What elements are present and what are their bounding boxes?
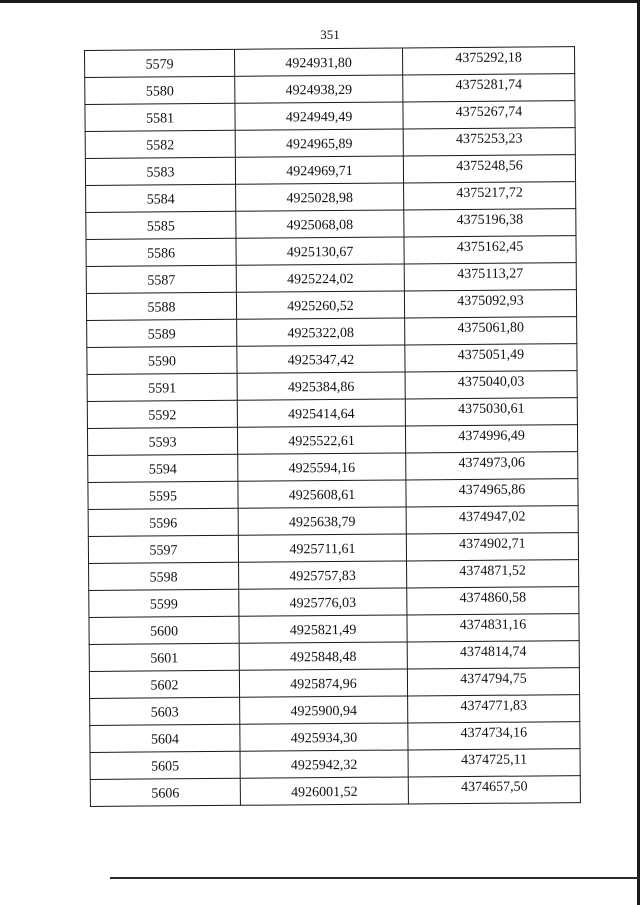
y-coordinate-cell: 4374734,16 xyxy=(408,722,580,750)
y-coordinate-cell: 4374657,50 xyxy=(408,776,580,804)
point-number-cell: 5602 xyxy=(89,670,239,698)
table-row xyxy=(85,47,575,78)
point-number-cell: 5584 xyxy=(86,184,236,212)
point-number-cell: 5603 xyxy=(90,697,240,725)
y-coordinate-cell: 4375061,80 xyxy=(405,317,577,345)
y-coordinate-cell: 4375092,93 xyxy=(404,290,576,318)
y-coordinate-cell: 4375281,74 xyxy=(403,74,575,102)
x-coordinate-cell: 4925347,42 xyxy=(237,345,405,373)
x-coordinate-cell: 4925028,98 xyxy=(236,183,404,211)
x-coordinate-cell: 4925757,83 xyxy=(239,561,407,589)
y-coordinate-cell: 4375196,38 xyxy=(404,209,576,237)
x-coordinate-cell: 4925934,30 xyxy=(240,723,408,751)
table-row xyxy=(86,263,576,294)
y-coordinate-cell: 4374814,74 xyxy=(407,641,579,669)
table-row xyxy=(89,641,579,672)
table-row xyxy=(90,749,580,780)
x-coordinate-cell: 4925711,61 xyxy=(238,534,406,562)
table-row xyxy=(90,776,580,807)
x-coordinate-cell: 4925638,79 xyxy=(238,507,406,535)
table-row xyxy=(85,155,575,186)
x-coordinate-cell: 4924969,71 xyxy=(235,156,403,184)
y-coordinate-cell: 4375051,49 xyxy=(405,344,577,372)
y-coordinate-cell: 4375162,45 xyxy=(404,236,576,264)
x-coordinate-cell: 4925848,48 xyxy=(239,642,407,670)
point-number-cell: 5579 xyxy=(85,49,235,77)
table-row xyxy=(90,722,580,753)
x-coordinate-cell: 4925821,49 xyxy=(239,615,407,643)
y-coordinate-cell: 4375113,27 xyxy=(404,263,576,291)
table-row xyxy=(85,128,575,159)
page-number: 351 xyxy=(320,27,340,42)
y-coordinate-cell: 4374965,86 xyxy=(406,479,578,507)
y-coordinate-cell: 4374794,75 xyxy=(407,668,579,696)
y-coordinate-cell: 4374725,11 xyxy=(408,749,580,777)
y-coordinate-cell: 4374831,16 xyxy=(407,614,579,642)
x-coordinate-cell: 4924965,89 xyxy=(235,129,403,157)
table-row xyxy=(86,182,576,213)
x-coordinate-cell: 4925874,96 xyxy=(239,669,407,697)
table-row xyxy=(89,560,579,591)
point-number-cell: 5594 xyxy=(88,454,238,482)
point-number-cell: 5585 xyxy=(86,211,236,239)
point-number-cell: 5596 xyxy=(88,508,238,536)
x-coordinate-cell: 4925942,32 xyxy=(240,750,408,778)
table-row xyxy=(86,236,576,267)
table-row xyxy=(85,101,575,132)
table-row xyxy=(89,668,579,699)
table-row xyxy=(89,587,579,618)
x-coordinate-cell: 4925776,03 xyxy=(239,588,407,616)
y-coordinate-cell: 4375267,74 xyxy=(403,101,575,129)
y-coordinate-cell: 4374973,06 xyxy=(406,452,578,480)
table-row xyxy=(87,344,577,375)
point-number-cell: 5583 xyxy=(85,157,235,185)
x-coordinate-cell: 4925384,86 xyxy=(237,372,405,400)
point-number-cell: 5590 xyxy=(87,346,237,374)
table-row xyxy=(88,533,578,564)
table-row xyxy=(87,317,577,348)
table-row xyxy=(85,74,575,105)
scan-border-top xyxy=(0,0,640,3)
point-number-cell: 5582 xyxy=(85,130,235,158)
table-row xyxy=(89,614,579,645)
x-coordinate-cell: 4925522,61 xyxy=(237,426,405,454)
x-coordinate-cell: 4925414,64 xyxy=(237,399,405,427)
point-number-cell: 5600 xyxy=(89,616,239,644)
x-coordinate-cell: 4925594,16 xyxy=(238,453,406,481)
table-row xyxy=(87,398,577,429)
point-number-cell: 5606 xyxy=(90,778,240,806)
point-number-cell: 5591 xyxy=(87,373,237,401)
point-number-cell: 5597 xyxy=(88,535,238,563)
y-coordinate-cell: 4374996,49 xyxy=(405,425,577,453)
x-coordinate-cell: 4924938,29 xyxy=(235,75,403,103)
point-number-cell: 5593 xyxy=(87,427,237,455)
point-number-cell: 5595 xyxy=(88,481,238,509)
y-coordinate-cell: 4375292,18 xyxy=(402,47,574,75)
scan-border-bottom xyxy=(110,877,640,879)
point-number-cell: 5587 xyxy=(86,265,236,293)
coordinates-table-body xyxy=(85,47,581,807)
y-coordinate-cell: 4375217,72 xyxy=(404,182,576,210)
point-number-cell: 5581 xyxy=(85,103,235,131)
table-row xyxy=(87,371,577,402)
y-coordinate-cell: 4374771,83 xyxy=(408,695,580,723)
table-row xyxy=(86,209,576,240)
y-coordinate-cell: 4375040,03 xyxy=(405,371,577,399)
y-coordinate-cell: 4375030,61 xyxy=(405,398,577,426)
x-coordinate-cell: 4926001,52 xyxy=(240,777,408,805)
x-coordinate-cell: 4925608,61 xyxy=(238,480,406,508)
x-coordinate-cell: 4925322,08 xyxy=(237,318,405,346)
point-number-cell: 5601 xyxy=(89,643,239,671)
point-number-cell: 5588 xyxy=(86,292,236,320)
point-number-cell: 5605 xyxy=(90,751,240,779)
x-coordinate-cell: 4925900,94 xyxy=(240,696,408,724)
table-row xyxy=(88,452,578,483)
x-coordinate-cell: 4925260,52 xyxy=(236,291,404,319)
x-coordinate-cell: 4924931,80 xyxy=(234,48,402,76)
x-coordinate-cell: 4925224,02 xyxy=(236,264,404,292)
table-row xyxy=(90,695,580,726)
x-coordinate-cell: 4924949,49 xyxy=(235,102,403,130)
table-row xyxy=(88,479,578,510)
table-row xyxy=(88,506,578,537)
y-coordinate-cell: 4375248,56 xyxy=(403,155,575,183)
table-row xyxy=(86,290,576,321)
y-coordinate-cell: 4375253,23 xyxy=(403,128,575,156)
x-coordinate-cell: 4925130,67 xyxy=(236,237,404,265)
point-number-cell: 5586 xyxy=(86,238,236,266)
y-coordinate-cell: 4374871,52 xyxy=(407,560,579,588)
point-number-cell: 5580 xyxy=(85,76,235,104)
table-row xyxy=(87,425,577,456)
x-coordinate-cell: 4925068,08 xyxy=(236,210,404,238)
point-number-cell: 5604 xyxy=(90,724,240,752)
point-number-cell: 5592 xyxy=(87,400,237,428)
coordinates-table xyxy=(84,46,581,807)
y-coordinate-cell: 4374902,71 xyxy=(406,533,578,561)
point-number-cell: 5589 xyxy=(87,319,237,347)
y-coordinate-cell: 4374947,02 xyxy=(406,506,578,534)
y-coordinate-cell: 4374860,58 xyxy=(407,587,579,615)
point-number-cell: 5599 xyxy=(89,589,239,617)
point-number-cell: 5598 xyxy=(89,562,239,590)
